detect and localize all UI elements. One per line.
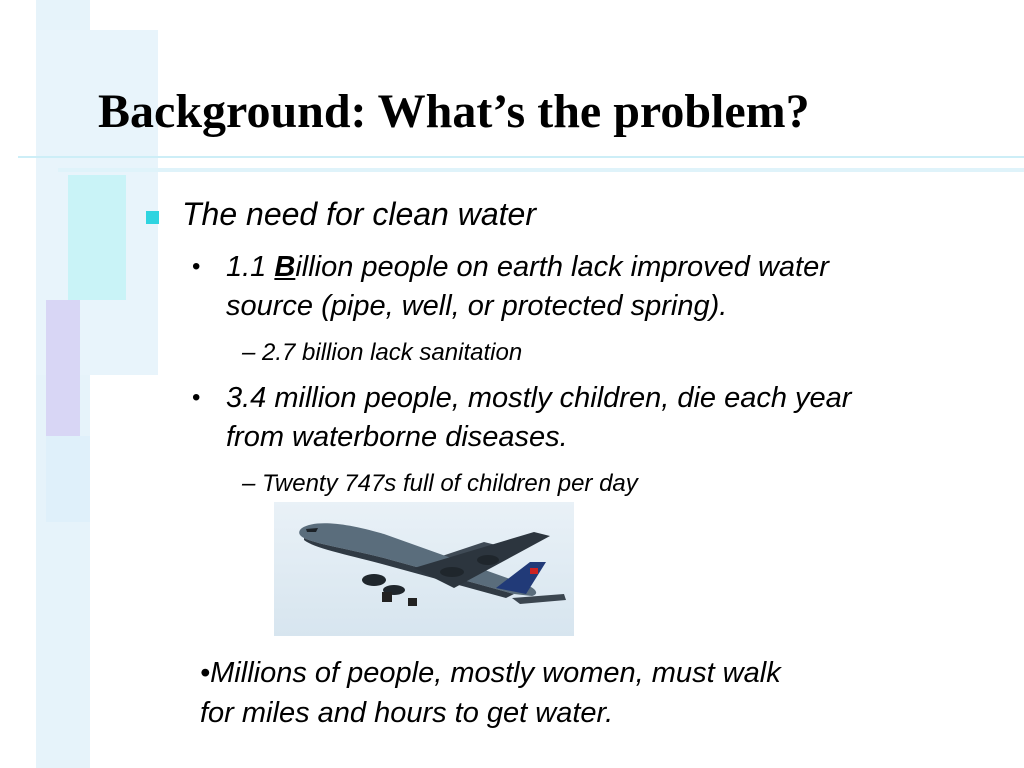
bullet2-line2: from waterborne diseases. <box>226 421 568 453</box>
bullet-dot-icon: • <box>192 253 201 280</box>
airplane-icon <box>274 502 574 636</box>
slide-title: Background: What’s the problem? <box>98 85 810 138</box>
bullet1-rest: illion people on earth lack improved water <box>295 251 829 283</box>
title-divider-secondary <box>58 168 1024 172</box>
footer-note-line1: •Millions of people, mostly women, must walk <box>200 657 781 689</box>
background-accent-cyan <box>68 175 126 300</box>
background-accent-lavender <box>46 300 80 436</box>
title-divider <box>18 156 1024 158</box>
sub-bullet-sanitation: – 2.7 billion lack sanitation <box>242 339 523 366</box>
bullet1-prefix: 1.1 <box>226 251 275 283</box>
footer-note-line2: for miles and hours to get water. <box>200 697 614 729</box>
bullet1-line1 <box>226 251 829 284</box>
bullet1-emphasis: B <box>274 251 296 283</box>
main-bullet-text: The need for clean water <box>182 196 536 232</box>
airplane-photo <box>274 502 574 636</box>
square-bullet-icon <box>146 211 159 224</box>
background-accent-light <box>46 436 90 522</box>
bullet1-line2: source (pipe, well, or protected spring). <box>226 290 728 322</box>
sub-bullet-747s: – Twenty 747s full of children per day <box>242 470 638 497</box>
bullet2-line1: 3.4 million people, mostly children, die each year <box>226 382 852 414</box>
bullet-dot-icon: • <box>192 384 201 411</box>
